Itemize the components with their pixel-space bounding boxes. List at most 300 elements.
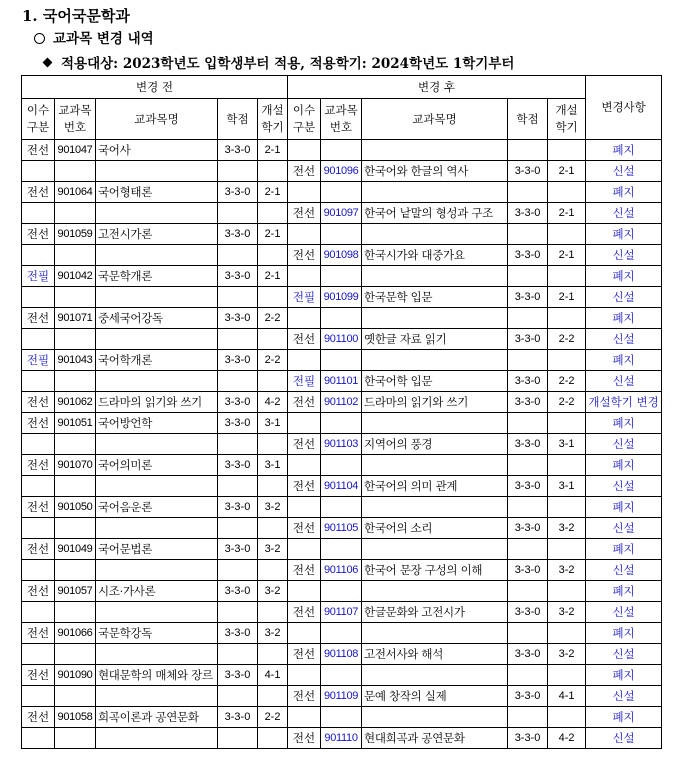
after-name-cell: 한국어 낱말의 형성과 구조: [362, 203, 508, 224]
diamond-bullet-icon: [43, 58, 53, 68]
before-type-cell: 전선: [22, 707, 55, 728]
change-cell: 폐지: [586, 182, 662, 203]
before-name-cell: [96, 371, 218, 392]
before-semester-cell: 4-1: [258, 665, 288, 686]
table-row: [22, 497, 662, 518]
after-credit-cell: 3-3-0: [508, 644, 548, 665]
before-semester-cell: [258, 434, 288, 455]
before-semester-cell: 3-2: [258, 539, 288, 560]
after-name-cell: [362, 266, 508, 287]
before-code-cell: [55, 518, 96, 539]
change-cell: 신설: [586, 476, 662, 497]
before-code-cell: [55, 560, 96, 581]
before-name-cell: [96, 686, 218, 707]
after-name-cell: [362, 308, 508, 329]
after-semester-cell: [548, 140, 586, 161]
before-type-cell: 전선: [22, 140, 55, 161]
before-credit-cell: [218, 644, 258, 665]
change-cell: 폐지: [586, 140, 662, 161]
before-credit-cell: [218, 203, 258, 224]
table-row: [22, 245, 662, 266]
after-credit-cell: [508, 539, 548, 560]
table-row: [22, 224, 662, 245]
before-credit-cell: 3-3-0: [218, 539, 258, 560]
after-code-cell: [321, 623, 362, 644]
table-row: [22, 560, 662, 581]
after-credit-cell: 3-3-0: [508, 245, 548, 266]
after-code-cell: 901108: [321, 644, 362, 665]
before-type-cell: 전선: [22, 581, 55, 602]
before-type-cell: [22, 602, 55, 623]
before-type-cell: 전선: [22, 665, 55, 686]
after-semester-cell: [548, 182, 586, 203]
after-name-cell: [362, 665, 508, 686]
before-semester-cell: [258, 203, 288, 224]
before-credit-cell: [218, 161, 258, 182]
after-semester-cell: 2-2: [548, 392, 586, 413]
before-type-cell: 전선: [22, 413, 55, 434]
before-type-cell: 전선: [22, 623, 55, 644]
after-code-cell: [321, 266, 362, 287]
after-name-cell: 한국어의 소리: [362, 518, 508, 539]
after-name-cell: 드라마의 읽기와 쓰기: [362, 392, 508, 413]
after-code-cell: 901100: [321, 329, 362, 350]
change-cell: 신설: [586, 434, 662, 455]
after-type-cell: 전선: [288, 476, 321, 497]
before-type-cell: [22, 161, 55, 182]
before-name-cell: [96, 245, 218, 266]
before-type-cell: 전선: [22, 182, 55, 203]
application-target-text: 적용대상: 2023학년도 입학생부터 적용, 적용학기: 2024학년도 1학기부터: [61, 56, 515, 72]
before-code-cell: [55, 371, 96, 392]
change-cell: 폐지: [586, 224, 662, 245]
before-type-cell: [22, 371, 55, 392]
after-type-cell: 전선: [288, 203, 321, 224]
table-row: [22, 308, 662, 329]
after-credit-cell: 3-3-0: [508, 329, 548, 350]
after-name-cell: 한글문화와 고전시가: [362, 602, 508, 623]
after-semester-cell: 3-1: [548, 434, 586, 455]
before-name-cell: [96, 203, 218, 224]
before-name-cell: [96, 161, 218, 182]
change-cell: 신설: [586, 686, 662, 707]
before-code-cell: 901062: [55, 392, 96, 413]
after-code-cell: 901109: [321, 686, 362, 707]
table-row: [22, 644, 662, 665]
after-credit-cell: [508, 413, 548, 434]
after-name-cell: 옛한글 자료 읽기: [362, 329, 508, 350]
after-semester-cell: [548, 413, 586, 434]
application-target: [44, 52, 514, 72]
after-semester-cell: [548, 308, 586, 329]
after-name-cell: 한국시가와 대중가요: [362, 245, 508, 266]
before-name-cell: 국어학개론: [96, 350, 218, 371]
before-code-cell: [55, 287, 96, 308]
before-code-cell: [55, 434, 96, 455]
after-credit-cell: 3-3-0: [508, 728, 548, 749]
before-name-cell: [96, 329, 218, 350]
after-semester-cell: 4-2: [548, 728, 586, 749]
after-name-cell: [362, 140, 508, 161]
before-semester-cell: [258, 161, 288, 182]
before-name-cell: 국어형태론: [96, 182, 218, 203]
after-semester-cell: 3-1: [548, 476, 586, 497]
table-row: [22, 665, 662, 686]
after-type-cell: 전선: [288, 728, 321, 749]
before-code-cell: 901064: [55, 182, 96, 203]
col-header-type: 이수 구분: [288, 99, 321, 140]
before-semester-cell: [258, 686, 288, 707]
after-credit-cell: 3-3-0: [508, 161, 548, 182]
before-name-cell: [96, 602, 218, 623]
after-semester-cell: [548, 581, 586, 602]
after-type-cell: 전선: [288, 392, 321, 413]
table-row: [22, 581, 662, 602]
change-cell: 신설: [586, 560, 662, 581]
before-type-cell: 전선: [22, 539, 55, 560]
after-type-cell: [288, 224, 321, 245]
before-credit-cell: 3-3-0: [218, 581, 258, 602]
after-credit-cell: 3-3-0: [508, 203, 548, 224]
table-row: [22, 434, 662, 455]
before-semester-cell: 2-2: [258, 350, 288, 371]
before-type-cell: [22, 434, 55, 455]
change-cell: 신설: [586, 728, 662, 749]
before-semester-cell: 2-1: [258, 266, 288, 287]
after-type-cell: [288, 182, 321, 203]
subsection-heading: [34, 27, 154, 47]
change-cell: 폐지: [586, 665, 662, 686]
change-cell: 폐지: [586, 455, 662, 476]
before-code-cell: 901057: [55, 581, 96, 602]
before-type-cell: 전선: [22, 308, 55, 329]
before-credit-cell: [218, 602, 258, 623]
after-code-cell: [321, 140, 362, 161]
before-code-cell: [55, 686, 96, 707]
after-name-cell: 한국문학 입문: [362, 287, 508, 308]
before-code-cell: 901049: [55, 539, 96, 560]
before-name-cell: 국어사: [96, 140, 218, 161]
change-cell: 폐지: [586, 350, 662, 371]
after-name-cell: 현대희곡과 공연문화: [362, 728, 508, 749]
before-code-cell: [55, 161, 96, 182]
after-type-cell: 전선: [288, 560, 321, 581]
after-semester-cell: 2-1: [548, 203, 586, 224]
before-credit-cell: 3-3-0: [218, 224, 258, 245]
after-code-cell: 901103: [321, 434, 362, 455]
table-row: [22, 728, 662, 749]
after-name-cell: 문예 창작의 실제: [362, 686, 508, 707]
before-credit-cell: 3-3-0: [218, 392, 258, 413]
after-credit-cell: 3-3-0: [508, 602, 548, 623]
after-code-cell: [321, 224, 362, 245]
after-type-cell: [288, 497, 321, 518]
table-row: [22, 350, 662, 371]
col-header-name: 교과목명: [362, 99, 508, 140]
before-type-cell: [22, 329, 55, 350]
col-header-name: 교과목명: [96, 99, 218, 140]
after-credit-cell: 3-3-0: [508, 518, 548, 539]
after-credit-cell: [508, 350, 548, 371]
after-credit-cell: 3-3-0: [508, 476, 548, 497]
change-cell: 신설: [586, 644, 662, 665]
before-code-cell: 901042: [55, 266, 96, 287]
after-credit-cell: 3-3-0: [508, 686, 548, 707]
before-type-cell: [22, 518, 55, 539]
before-semester-cell: 3-1: [258, 455, 288, 476]
after-credit-cell: 3-3-0: [508, 392, 548, 413]
after-code-cell: [321, 665, 362, 686]
before-semester-cell: 2-1: [258, 182, 288, 203]
change-cell: 신설: [586, 518, 662, 539]
before-code-cell: [55, 245, 96, 266]
after-semester-cell: 4-1: [548, 686, 586, 707]
col-header-semester: 개설 학기: [258, 99, 288, 140]
before-credit-cell: 3-3-0: [218, 497, 258, 518]
before-credit-cell: 3-3-0: [218, 350, 258, 371]
before-type-cell: 전필: [22, 266, 55, 287]
group-header-after: 변경 후: [288, 76, 586, 99]
after-type-cell: [288, 308, 321, 329]
before-name-cell: [96, 287, 218, 308]
after-type-cell: [288, 707, 321, 728]
before-semester-cell: 3-2: [258, 623, 288, 644]
circle-bullet-icon: [34, 33, 45, 44]
table-row: [22, 413, 662, 434]
after-type-cell: 전필: [288, 371, 321, 392]
before-semester-cell: 3-2: [258, 497, 288, 518]
before-code-cell: 901059: [55, 224, 96, 245]
after-name-cell: [362, 413, 508, 434]
after-credit-cell: [508, 224, 548, 245]
after-name-cell: [362, 707, 508, 728]
after-credit-cell: 3-3-0: [508, 287, 548, 308]
before-code-cell: 901066: [55, 623, 96, 644]
after-code-cell: 901101: [321, 371, 362, 392]
after-credit-cell: [508, 665, 548, 686]
before-credit-cell: 3-3-0: [218, 623, 258, 644]
before-semester-cell: 4-2: [258, 392, 288, 413]
before-credit-cell: [218, 518, 258, 539]
after-code-cell: [321, 707, 362, 728]
table-row: [22, 455, 662, 476]
before-credit-cell: [218, 245, 258, 266]
after-semester-cell: [548, 266, 586, 287]
after-code-cell: [321, 455, 362, 476]
col-header-credit: 학점: [218, 99, 258, 140]
change-cell: 폐지: [586, 707, 662, 728]
before-name-cell: 국어의미론: [96, 455, 218, 476]
after-semester-cell: [548, 539, 586, 560]
table-row: [22, 329, 662, 350]
after-code-cell: 901105: [321, 518, 362, 539]
change-cell: 폐지: [586, 539, 662, 560]
before-semester-cell: [258, 560, 288, 581]
table-row: [22, 476, 662, 497]
table-row: [22, 518, 662, 539]
after-type-cell: [288, 413, 321, 434]
after-name-cell: 한국어와 한글의 역사: [362, 161, 508, 182]
after-credit-cell: [508, 623, 548, 644]
group-header-before: 변경 전: [22, 76, 288, 99]
col-header-code: 교과목 번호: [321, 99, 362, 140]
after-name-cell: [362, 182, 508, 203]
after-name-cell: [362, 224, 508, 245]
before-type-cell: 전선: [22, 224, 55, 245]
before-credit-cell: [218, 371, 258, 392]
after-code-cell: [321, 182, 362, 203]
before-code-cell: [55, 644, 96, 665]
after-credit-cell: [508, 455, 548, 476]
after-type-cell: 전선: [288, 434, 321, 455]
before-credit-cell: [218, 287, 258, 308]
before-semester-cell: [258, 329, 288, 350]
change-cell: 신설: [586, 203, 662, 224]
before-code-cell: 901047: [55, 140, 96, 161]
table-row: [22, 686, 662, 707]
after-name-cell: 지역어의 풍경: [362, 434, 508, 455]
before-name-cell: 시조·가사론: [96, 581, 218, 602]
before-code-cell: 901090: [55, 665, 96, 686]
after-credit-cell: [508, 581, 548, 602]
before-name-cell: [96, 560, 218, 581]
after-type-cell: [288, 539, 321, 560]
after-code-cell: [321, 497, 362, 518]
before-semester-cell: 2-2: [258, 707, 288, 728]
after-semester-cell: 3-2: [548, 644, 586, 665]
col-header-code: 교과목 번호: [55, 99, 96, 140]
change-cell: 신설: [586, 602, 662, 623]
before-credit-cell: 3-3-0: [218, 665, 258, 686]
after-credit-cell: [508, 266, 548, 287]
before-code-cell: [55, 728, 96, 749]
after-name-cell: [362, 623, 508, 644]
change-cell: 개설학기 변경: [586, 392, 662, 413]
after-type-cell: [288, 623, 321, 644]
before-code-cell: 901051: [55, 413, 96, 434]
change-cell: 신설: [586, 329, 662, 350]
after-name-cell: 한국어학 입문: [362, 371, 508, 392]
after-semester-cell: 2-2: [548, 371, 586, 392]
section-heading: 1. 국어국문학과: [22, 7, 130, 25]
change-cell: 신설: [586, 287, 662, 308]
change-cell: 신설: [586, 245, 662, 266]
before-name-cell: [96, 644, 218, 665]
before-credit-cell: 3-3-0: [218, 140, 258, 161]
before-type-cell: [22, 476, 55, 497]
before-name-cell: 희곡이론과 공연문화: [96, 707, 218, 728]
before-name-cell: [96, 434, 218, 455]
before-semester-cell: [258, 602, 288, 623]
table-row: [22, 287, 662, 308]
before-credit-cell: 3-3-0: [218, 308, 258, 329]
table-row: [22, 539, 662, 560]
after-credit-cell: [508, 497, 548, 518]
before-type-cell: [22, 644, 55, 665]
change-cell: 폐지: [586, 413, 662, 434]
after-semester-cell: [548, 350, 586, 371]
course-change-table: [21, 75, 662, 749]
after-type-cell: 전필: [288, 287, 321, 308]
before-credit-cell: [218, 560, 258, 581]
before-semester-cell: [258, 371, 288, 392]
before-name-cell: [96, 518, 218, 539]
before-credit-cell: 3-3-0: [218, 182, 258, 203]
after-code-cell: 901099: [321, 287, 362, 308]
after-name-cell: [362, 455, 508, 476]
before-code-cell: [55, 329, 96, 350]
after-type-cell: 전선: [288, 329, 321, 350]
after-code-cell: 901110: [321, 728, 362, 749]
change-column-header: 변경사항: [586, 76, 662, 140]
before-type-cell: [22, 203, 55, 224]
before-semester-cell: [258, 476, 288, 497]
before-semester-cell: 3-1: [258, 413, 288, 434]
before-type-cell: 전선: [22, 455, 55, 476]
before-semester-cell: [258, 644, 288, 665]
after-name-cell: [362, 497, 508, 518]
after-semester-cell: [548, 665, 586, 686]
change-cell: 신설: [586, 161, 662, 182]
before-type-cell: 전선: [22, 497, 55, 518]
after-semester-cell: [548, 497, 586, 518]
before-type-cell: 전필: [22, 350, 55, 371]
before-semester-cell: [258, 287, 288, 308]
after-semester-cell: 2-1: [548, 287, 586, 308]
before-credit-cell: [218, 434, 258, 455]
after-semester-cell: [548, 224, 586, 245]
after-name-cell: [362, 539, 508, 560]
after-type-cell: 전선: [288, 644, 321, 665]
change-cell: 신설: [586, 371, 662, 392]
after-credit-cell: [508, 308, 548, 329]
after-semester-cell: 3-2: [548, 560, 586, 581]
before-name-cell: [96, 476, 218, 497]
after-code-cell: 901096: [321, 161, 362, 182]
after-name-cell: 고전서사와 해석: [362, 644, 508, 665]
after-name-cell: 한국어 문장 구성의 이해: [362, 560, 508, 581]
table-row: [22, 623, 662, 644]
table-row: [22, 140, 662, 161]
before-semester-cell: 2-1: [258, 140, 288, 161]
before-code-cell: [55, 476, 96, 497]
col-header-type: 이수 구분: [22, 99, 55, 140]
change-cell: 폐지: [586, 308, 662, 329]
before-credit-cell: 3-3-0: [218, 413, 258, 434]
before-credit-cell: 3-3-0: [218, 455, 258, 476]
after-semester-cell: [548, 455, 586, 476]
before-type-cell: [22, 560, 55, 581]
before-name-cell: 고전시가론: [96, 224, 218, 245]
before-name-cell: 국문학개론: [96, 266, 218, 287]
before-code-cell: [55, 203, 96, 224]
before-type-cell: [22, 686, 55, 707]
before-credit-cell: 3-3-0: [218, 707, 258, 728]
table-row: [22, 707, 662, 728]
before-name-cell: 국어문법론: [96, 539, 218, 560]
table-row: [22, 266, 662, 287]
after-type-cell: 전선: [288, 602, 321, 623]
change-cell: 폐지: [586, 497, 662, 518]
after-type-cell: [288, 140, 321, 161]
before-type-cell: [22, 245, 55, 266]
before-type-cell: 전선: [22, 392, 55, 413]
after-code-cell: 901104: [321, 476, 362, 497]
after-semester-cell: 2-1: [548, 161, 586, 182]
before-name-cell: 국문학강독: [96, 623, 218, 644]
before-code-cell: 901050: [55, 497, 96, 518]
after-code-cell: [321, 581, 362, 602]
